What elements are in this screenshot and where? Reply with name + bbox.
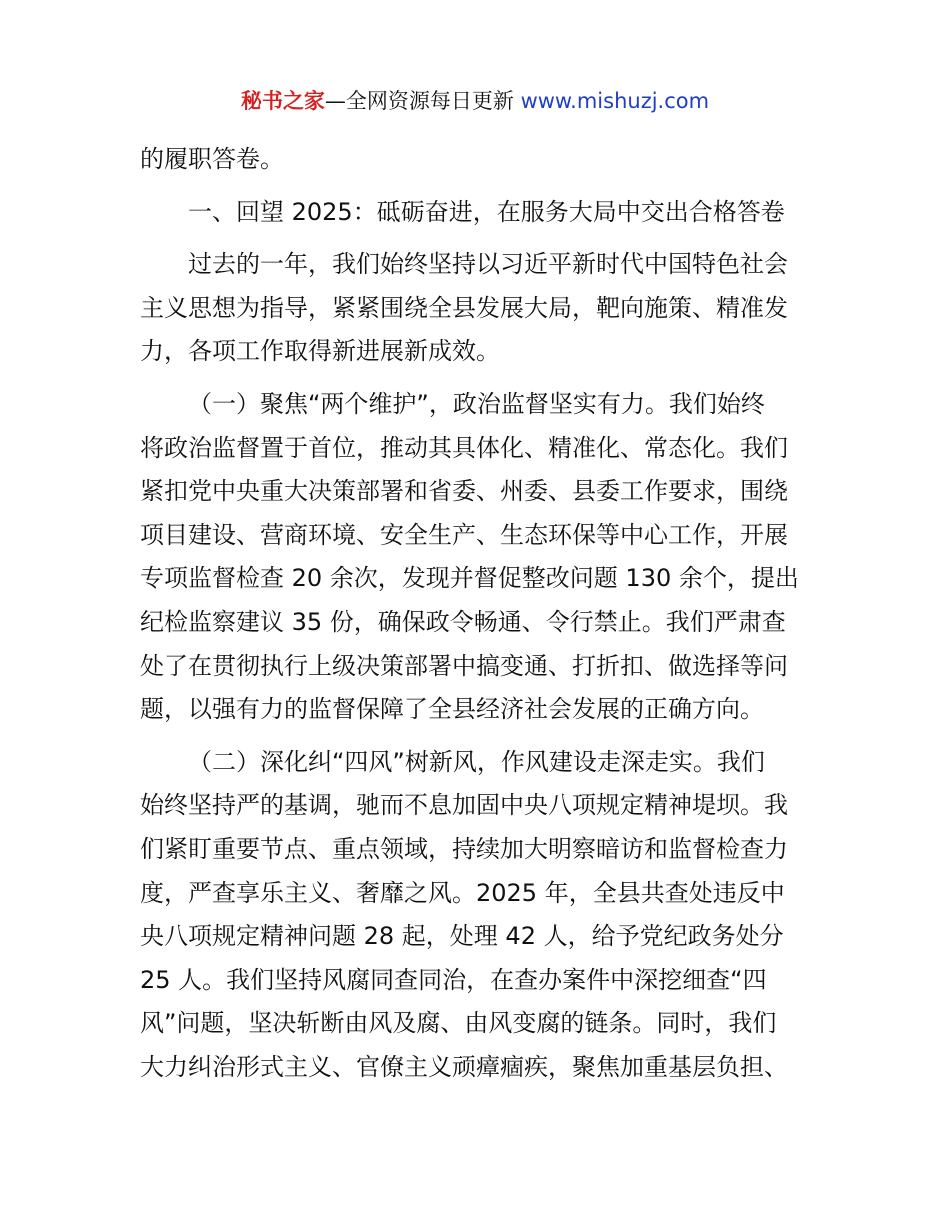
section-heading — [140, 191, 820, 235]
text-line: 专项监督检查 20 余次，发现并督促整改问题 130 余个，提出 — [140, 564, 799, 593]
text-line: （一）聚焦“两个维护”，政治监督坚实有力。我们始终 — [188, 389, 765, 418]
text-line: 题，以强有力的监督保障了全县经济社会发展的正确方向。 — [140, 695, 764, 724]
text-line: 们紧盯重要节点、重点领域，持续加大明察暗访和监督检查力 — [140, 834, 788, 863]
text-line: 始终坚持严的基调，驰而不息加固中央八项规定精神堤坝。我 — [140, 791, 788, 820]
brand-name: 秘书之家 — [240, 89, 325, 113]
text-line: 紧扣党中央重大决策部署和省委、州委、县委工作要求，围绕 — [140, 477, 788, 506]
text-line: 项目建设、营商环境、安全生产、生态环保等中心工作，开展 — [140, 520, 788, 549]
text-line: 25 人。我们坚持风腐同查同治，在查办案件中深挖细查“四 — [140, 965, 767, 994]
paragraph-intro — [140, 243, 820, 374]
header-tagline: —全网资源每日更新 — [324, 89, 521, 113]
text-line: 的履职答卷。 — [140, 145, 284, 173]
text-line: 大力纠治形式主义、官僚主义顽瘴痼疾，聚焦加重基层负担、 — [140, 1052, 788, 1081]
document-body — [140, 138, 820, 1089]
page-header — [0, 86, 950, 116]
text-line: 主义思想为指导，紧紧围绕全县发展大局，靶向施策、精准发 — [140, 293, 788, 322]
text-line: 过去的一年，我们始终坚持以习近平新时代中国特色社会 — [188, 250, 788, 279]
text-line: 力，各项工作取得新进展新成效。 — [140, 337, 500, 366]
text-line: （二）深化纠“四风”树新风，作风建设走深走实。我们 — [188, 747, 765, 776]
text-line: 度，严查享乐主义、奢靡之风。2025 年，全县共查处违反中 — [140, 878, 785, 907]
text-line: 纪检监察建议 35 份，确保政令畅通、令行禁止。我们严肃查 — [140, 607, 786, 636]
text-line: 将政治监督置于首位，推动其具体化、精准化、常态化。我们 — [140, 433, 788, 462]
text-line: 央八项规定精神问题 28 起，处理 42 人，给予党纪政务处分 — [140, 922, 784, 951]
paragraph-political-supervision — [140, 383, 820, 732]
text-line: 风”问题，坚决斩断由风及腐、由风变腐的链条。同时，我们 — [140, 1009, 777, 1038]
paragraph-work-style — [140, 741, 820, 1090]
site-url-link[interactable]: www.mishuzj.com — [520, 89, 710, 113]
paragraph-continued — [140, 138, 820, 182]
heading-text: 一、回望 2025：砥砺奋进，在服务大局中交出合格答卷 — [188, 197, 785, 226]
text-line: 处了在贯彻执行上级决策部署中搞变通、打折扣、做选择等问 — [140, 651, 788, 680]
